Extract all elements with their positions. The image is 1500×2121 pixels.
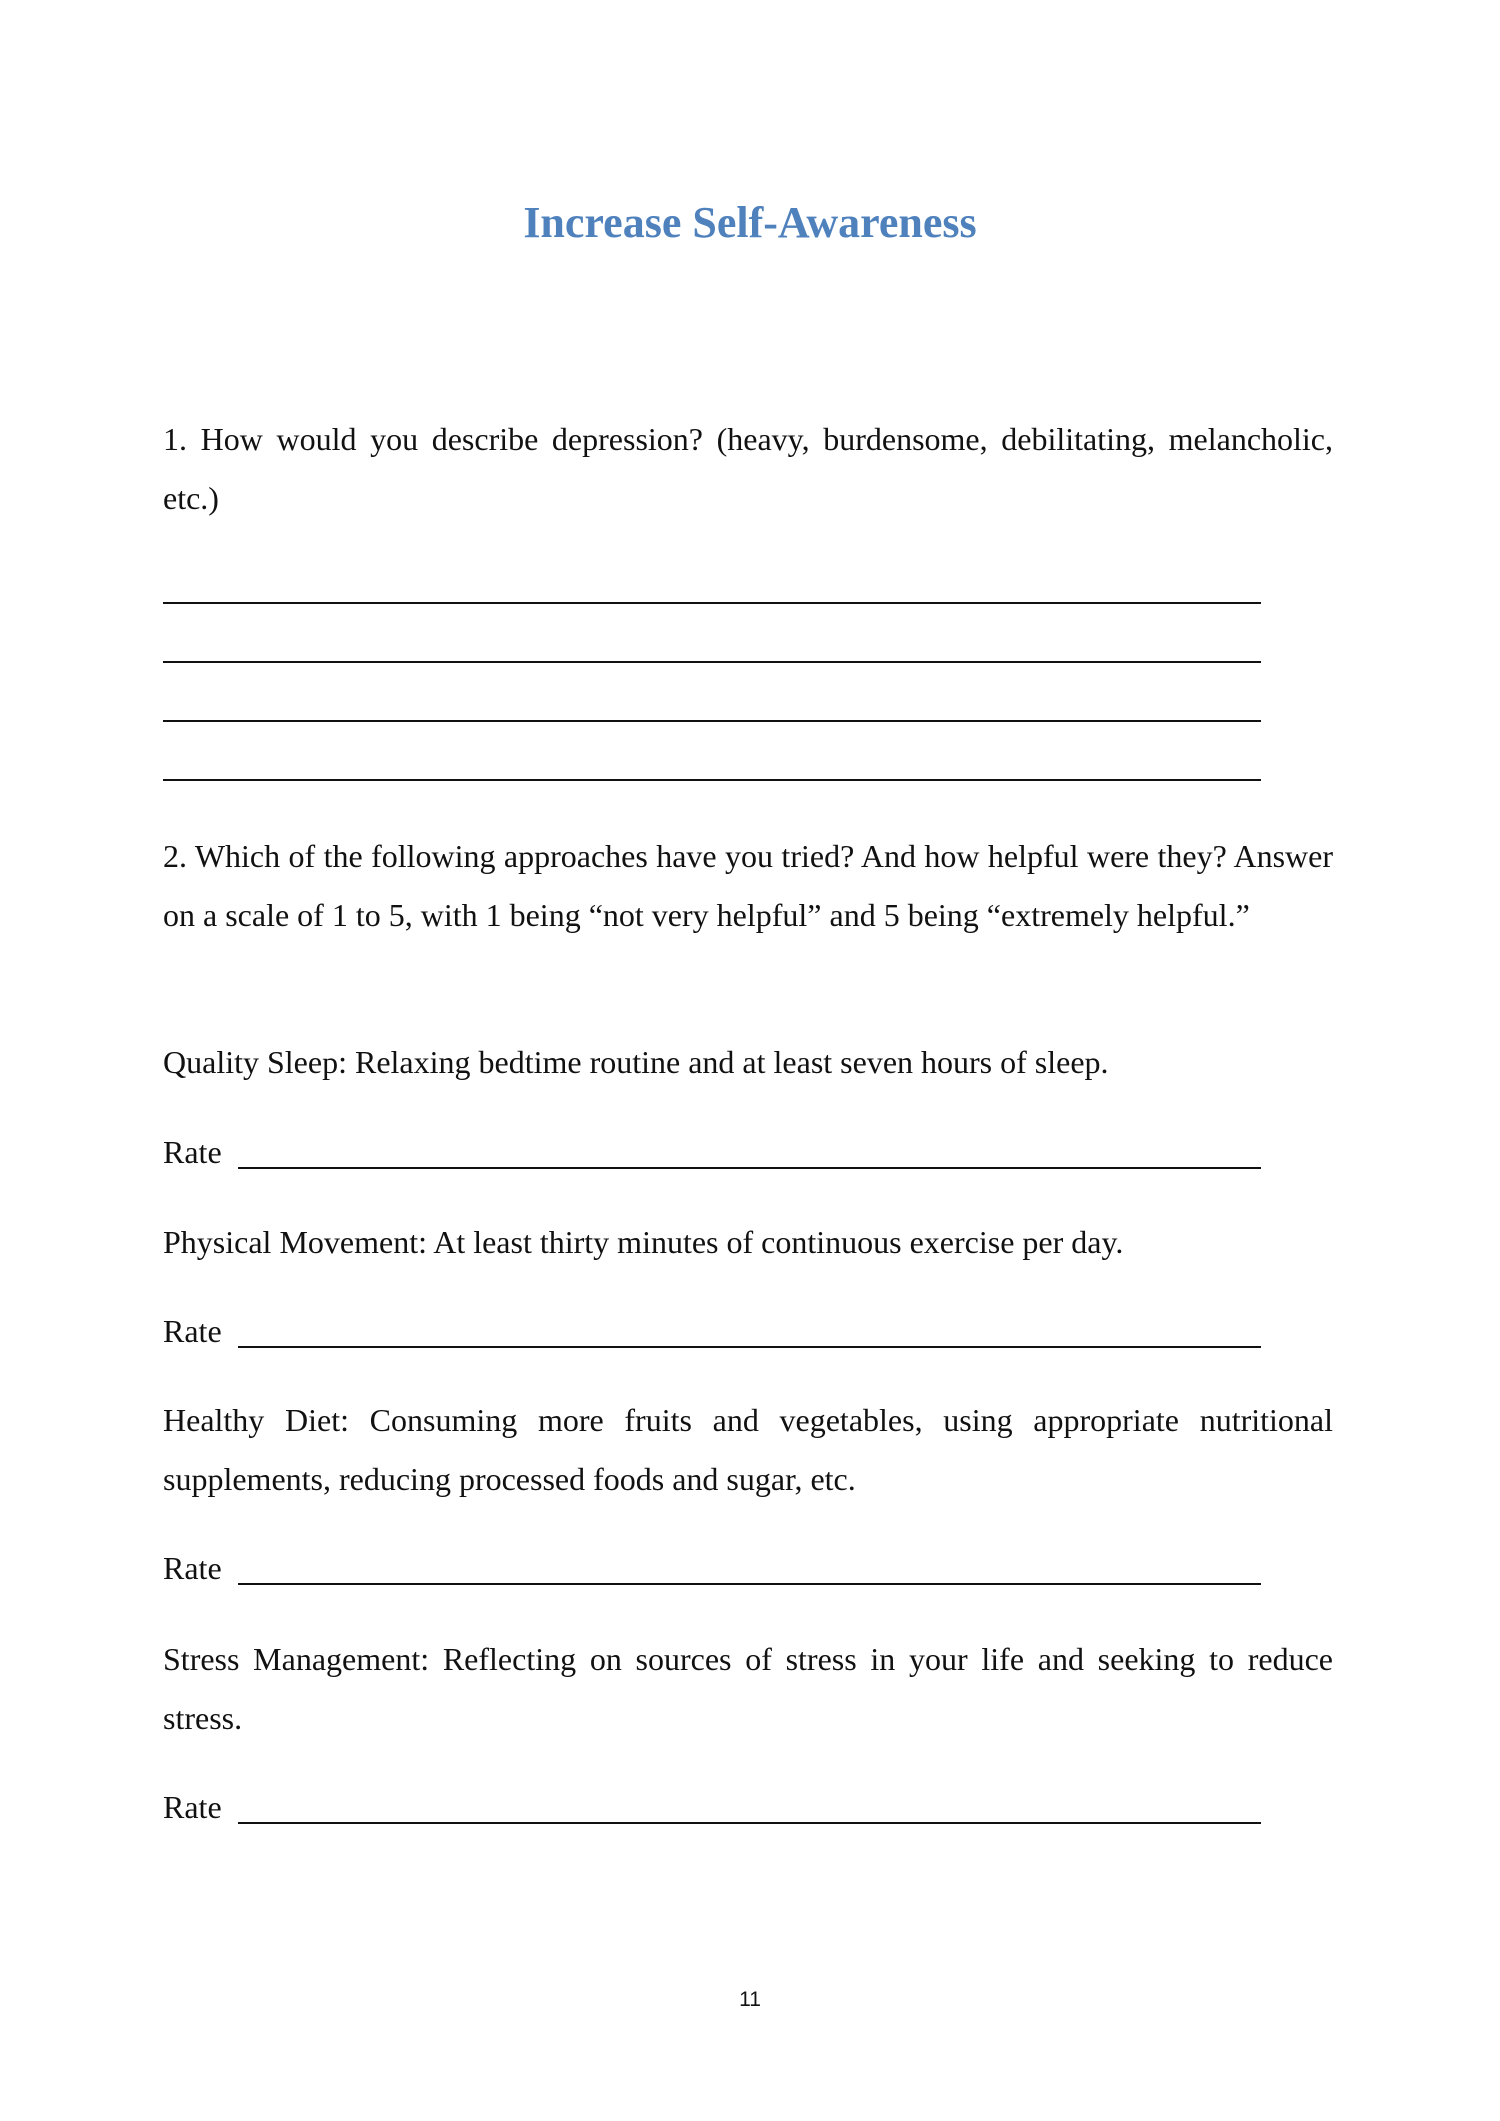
answer-line-1[interactable] [163, 602, 1261, 604]
rate-row-stress-management [163, 1778, 1261, 1837]
approach-quality-sleep: Quality Sleep: Relaxing bedtime routine and at least seven hours of sleep. [163, 1044, 1109, 1080]
rate-label: Rate [163, 1134, 222, 1170]
page-title: Increase Self-Awareness [523, 198, 977, 247]
question-2-text: 2. Which of the following approaches have you tried? And how helpful were they? Answer on a scale of 1 to 5, with 1 being “not very helpful” and 5 being “extremely helpful.” [163, 838, 1333, 933]
rate-label: Rate [163, 1789, 222, 1825]
rate-row-physical-movement [163, 1302, 1261, 1361]
rate-input-stress-management[interactable] [238, 1822, 1261, 1824]
approach-physical-movement: Physical Movement: At least thirty minutes of continuous exercise per day. [163, 1224, 1124, 1260]
rate-row-healthy-diet [163, 1539, 1261, 1598]
rate-row-quality-sleep [163, 1123, 1261, 1182]
approach-stress-management: Stress Management: Reflecting on sources of stress in your life and seeking to reduce stress. [163, 1641, 1333, 1736]
rate-input-quality-sleep[interactable] [238, 1167, 1261, 1169]
rate-label: Rate [163, 1550, 222, 1586]
answer-line-3[interactable] [163, 720, 1261, 722]
answer-line-2[interactable] [163, 661, 1261, 663]
page-number: 11 [739, 1988, 761, 2011]
approach-healthy-diet: Healthy Diet: Consuming more fruits and vegetables, using appropriate nutritional supplements, reducing processed foods and sugar, etc. [163, 1402, 1333, 1497]
rate-input-physical-movement[interactable] [238, 1346, 1261, 1348]
rate-input-healthy-diet[interactable] [238, 1583, 1261, 1585]
question-1-text: 1. How would you describe depression? (heavy, burdensome, debilitating, melancholic, etc.) [163, 421, 1333, 516]
answer-line-4[interactable] [163, 779, 1261, 781]
rate-label: Rate [163, 1313, 222, 1349]
